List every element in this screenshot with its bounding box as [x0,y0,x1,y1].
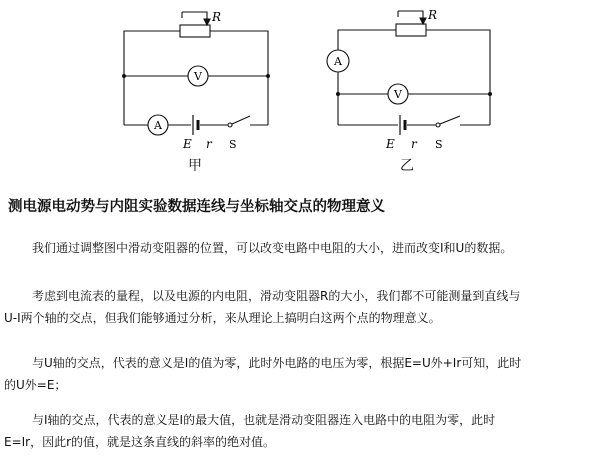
caption-jia: 甲 [188,158,202,174]
rheostat-slider-wire [398,11,423,21]
article-title: 测电源电动势与内阻实验数据连线与坐标轴交点的物理意义 [8,199,385,215]
paragraph-line: 考虑到电流表的量程，以及电源的内电阻，滑动变阻器R的大小，我们都不可能测量到直线与 [32,289,521,303]
label-ammeter: A [334,55,342,68]
wire-top-right [426,30,490,125]
junction-left [122,74,126,78]
rheostat-body [180,25,210,37]
switch-terminal-left [436,123,440,127]
paragraph-3 [4,352,600,396]
label-switch: S [229,138,237,151]
paragraph-line: U-I两个轴的交点，但我们能够通过分析，来从理论上搞明白这两个点的物理意义。 [4,311,441,325]
paragraph-1 [4,237,600,259]
rheostat-slider-arrow [204,19,210,25]
rheostat-body [396,24,426,36]
label-emf: E [183,137,192,151]
paragraph-line: 与I轴的交点，代表的意义是I的最大值，也就是滑动变阻器连入电路中的电阻为零，此时 [32,413,496,427]
switch-lever [232,116,250,124]
label-voltmeter: V [394,88,402,101]
switch-lever [440,116,460,124]
paragraph-line: E=Ir，因此r的值，就是这条直线的斜率的绝对值。 [4,435,276,449]
paragraph-line: 我们通过调整图中滑动变阻器的位置，可以改变电路中电阻的大小，进而改变I和U的数据。 [32,241,513,255]
wire-top-left [338,30,396,50]
paragraph-4 [4,409,600,453]
wire-top-right [210,31,268,125]
label-r-rheostat: R [212,10,222,24]
circuit-jia-svg [110,0,280,175]
switch-terminal-left [228,123,232,127]
label-internal-r: r [411,137,417,151]
label-ammeter: A [154,119,162,132]
rheostat-slider-wire [182,12,207,22]
paragraph-line: 与U轴的交点，代表的意义是I的值为零，此时外电路的电压为零，根据E=U外+Ir可知，此时 [32,356,522,370]
junction-right [488,92,492,96]
label-emf: E [386,137,395,151]
paragraph-line: 的U外=E； [4,378,67,392]
junction-right [266,74,270,78]
circuit-yi-svg [318,0,498,175]
caption-yi: 乙 [400,158,414,174]
circuit-diagram-jia [110,0,280,175]
wire-top-left [124,31,180,125]
circuit-diagram-yi [318,0,498,175]
label-r-rheostat: R [428,8,438,22]
paragraph-2 [4,285,600,329]
label-voltmeter: V [194,70,202,83]
junction-left [336,92,340,96]
rheostat-slider-arrow [420,18,426,24]
label-internal-r: r [206,137,212,151]
label-switch: S [435,138,443,151]
